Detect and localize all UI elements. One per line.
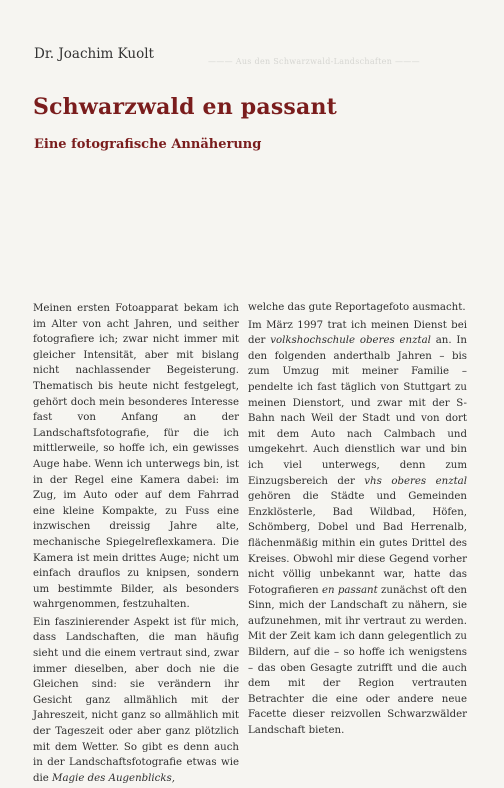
paragraph-text: welche das gute Reportagefoto ausmacht. bbox=[248, 302, 466, 313]
paragraph-text: Im März 1997 trat ich meinen Dienst bei der bbox=[248, 319, 467, 347]
emphasis-text: vhs oberes enztal bbox=[364, 475, 467, 487]
running-head: ——— Aus den Schwarzwald-Landschaften ——— bbox=[208, 57, 420, 66]
text-column-left bbox=[33, 301, 239, 788]
article-title: Schwarzwald en passant bbox=[33, 94, 338, 120]
paragraph bbox=[33, 301, 239, 613]
author-name: Dr. Joachim Kuolt bbox=[34, 46, 154, 62]
text-column-right bbox=[248, 300, 467, 741]
paragraph bbox=[248, 300, 467, 316]
paragraph-text: zunächst oft den Sinn, mich der Landschaft zu nähern, sie aufzunehmen, mit ihr vertraut zu werden. Mit der Zeit kam ich dann gelegentlich zu Bildern, auf die – so hoffe ich wenigstens – das oben Gesagte zutrifft und die auch dem mit der Region vertrauten Betrachter die eine oder andere neue Facette dieser reizvollen Schwarzwälder Landschaft bieten. bbox=[248, 584, 467, 737]
article-subtitle: Eine fotografische Annäherung bbox=[34, 137, 262, 152]
emphasis-text: Magie des Augenblicks, bbox=[52, 772, 176, 784]
paragraph bbox=[248, 318, 467, 739]
paragraph-text: Meinen ersten Fotoapparat bekam ich im Alter von acht Jahren, und seither fotografiere ich; zwar nicht immer mit gleicher Intensität, aber mit bislang nicht nachlassender Begeisterung. Thematisch bis heute nicht festgelegt, gehört doch mein besonderes Interesse fast von Anfang an der Landschaftsfotografie, für die ich mittlerweile, so hoffe ich, ein gewisses Auge habe. Wenn ich unterwegs bin, ist in der Regel eine Kamera dabei: im Zug, im Auto oder auf dem Fahrrad eine kleine Kompakte, zu Fuss eine inzwischen dreissig Jahre alte, mechanische Spiegelreflexkamera. Die Kamera ist mein drittes Auge; nicht um einfach drauflos zu knipsen, sondern um bestimmte Bilder, als besonders wahrgenommen, festzuhalten. bbox=[33, 303, 239, 611]
paragraph-text: gehören die Städte und Gemeinden Enzklösterle, Bad Wildbad, Höfen, Schömberg, Dobel und Bad Herrenalb, flächenmäßig mithin ein gutes Drittel des Kreises. Obwohl mir diese Gegend vorher nicht völlig unbekannt war, hatte das Fotografieren bbox=[248, 491, 467, 596]
paragraph-text: Ein faszinierender Aspekt ist für mich, dass Landschaften, die man häufig sieht und die einem vertraut sind, zwar immer dieselben, aber doch nie die Gleichen sind: sie verändern ihr Gesicht ganz allmählich mit der Jahreszeit, nicht ganz so allmählich mit der Tageszeit oder aber ganz plötzlich mit dem Wetter. So gibt es denn auch in der Landschaftsfotografie etwas wie die bbox=[33, 616, 239, 784]
emphasis-text: en passant bbox=[321, 584, 378, 596]
emphasis-text: volkshochschule oberes enztal bbox=[270, 335, 431, 347]
paragraph-text: an. In den folgenden anderthalb Jahren – bis zum Umzug mit meiner Familie – pendelte ich fast täglich von Stuttgart zu meinen Dienstort, und zwar mit der S-Bahn nach Weil der Stadt und von dort mit dem Auto nach Calmbach und umgekehrt. Auch dienstlich war und bin ich viel unterwegs, denn zum Einzugsbereich der bbox=[248, 335, 467, 487]
paragraph bbox=[33, 615, 239, 787]
